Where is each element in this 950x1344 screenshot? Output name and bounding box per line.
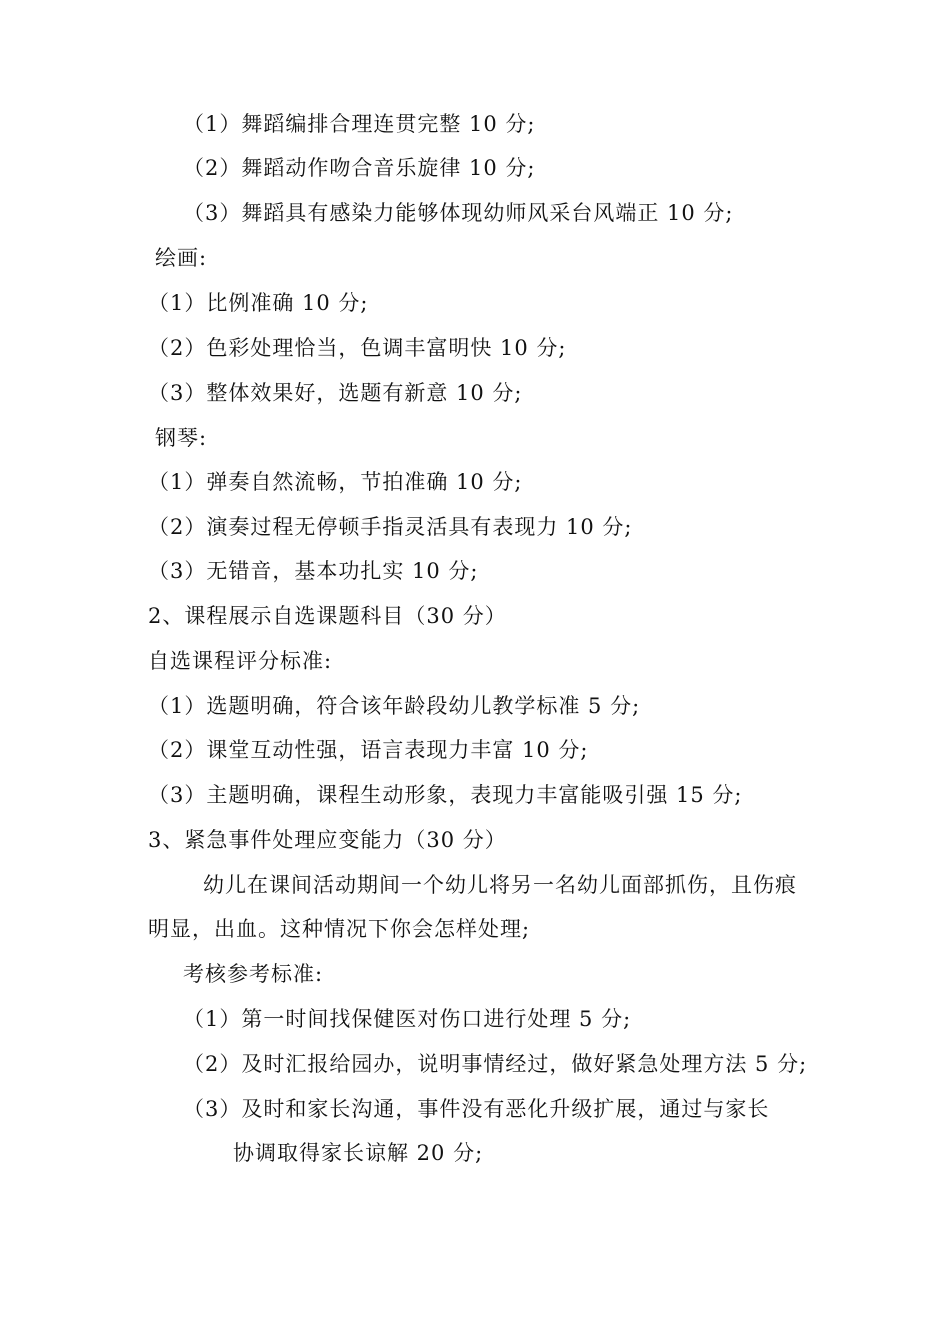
piano-heading: 钢琴: xyxy=(155,426,208,450)
section-2-heading: 2、课程展示自选课题科目（30 分） xyxy=(148,604,507,628)
assessment-criterion-2: （2）及时汇报给园办，说明事情经过，做好紧急处理方法 5 分; xyxy=(183,1052,808,1076)
assessment-criterion-3-continued: 协调取得家长谅解 20 分; xyxy=(233,1141,484,1165)
piano-criterion-3: （3）无错音，基本功扎实 10 分; xyxy=(148,559,479,583)
painting-criterion-1: （1）比例准确 10 分; xyxy=(148,291,369,315)
scenario-text-line-1: 幼儿在课间活动期间一个幼儿将另一名幼儿面部抓伤，且伤痕 xyxy=(203,873,797,897)
assessment-standard-heading: 考核参考标准: xyxy=(183,962,324,986)
assessment-criterion-1: （1）第一时间找保健医对伤口进行处理 5 分; xyxy=(183,1007,632,1031)
dance-criterion-3: （3）舞蹈具有感染力能够体现幼师风采台风端正 10 分; xyxy=(183,201,734,225)
elective-criterion-2: （2）课堂互动性强，语言表现力丰富 10 分; xyxy=(148,738,589,762)
elective-criterion-3: （3）主题明确，课程生动形象，表现力丰富能吸引强 15 分; xyxy=(148,783,743,807)
piano-criterion-2: （2）演奏过程无停顿手指灵活具有表现力 10 分; xyxy=(148,515,633,539)
scenario-text-line-2: 明显，出血。这种情况下你会怎样处理; xyxy=(148,917,531,941)
dance-criterion-1: （1）舞蹈编排合理连贯完整 10 分; xyxy=(183,112,536,136)
elective-course-standard-heading: 自选课程评分标准: xyxy=(148,649,333,673)
painting-criterion-2: （2）色彩处理恰当，色调丰富明快 10 分; xyxy=(148,336,567,360)
elective-criterion-1: （1）选题明确，符合该年龄段幼儿教学标准 5 分; xyxy=(148,694,641,718)
assessment-criterion-3: （3）及时和家长沟通，事件没有恶化升级扩展，通过与家长 xyxy=(183,1097,770,1121)
piano-criterion-1: （1）弹奏自然流畅，节拍准确 10 分; xyxy=(148,470,523,494)
painting-heading: 绘画: xyxy=(155,246,208,270)
dance-criterion-2: （2）舞蹈动作吻合音乐旋律 10 分; xyxy=(183,156,536,180)
section-3-heading: 3、紧急事件处理应变能力（30 分） xyxy=(148,828,507,852)
painting-criterion-3: （3）整体效果好，选题有新意 10 分; xyxy=(148,381,523,405)
